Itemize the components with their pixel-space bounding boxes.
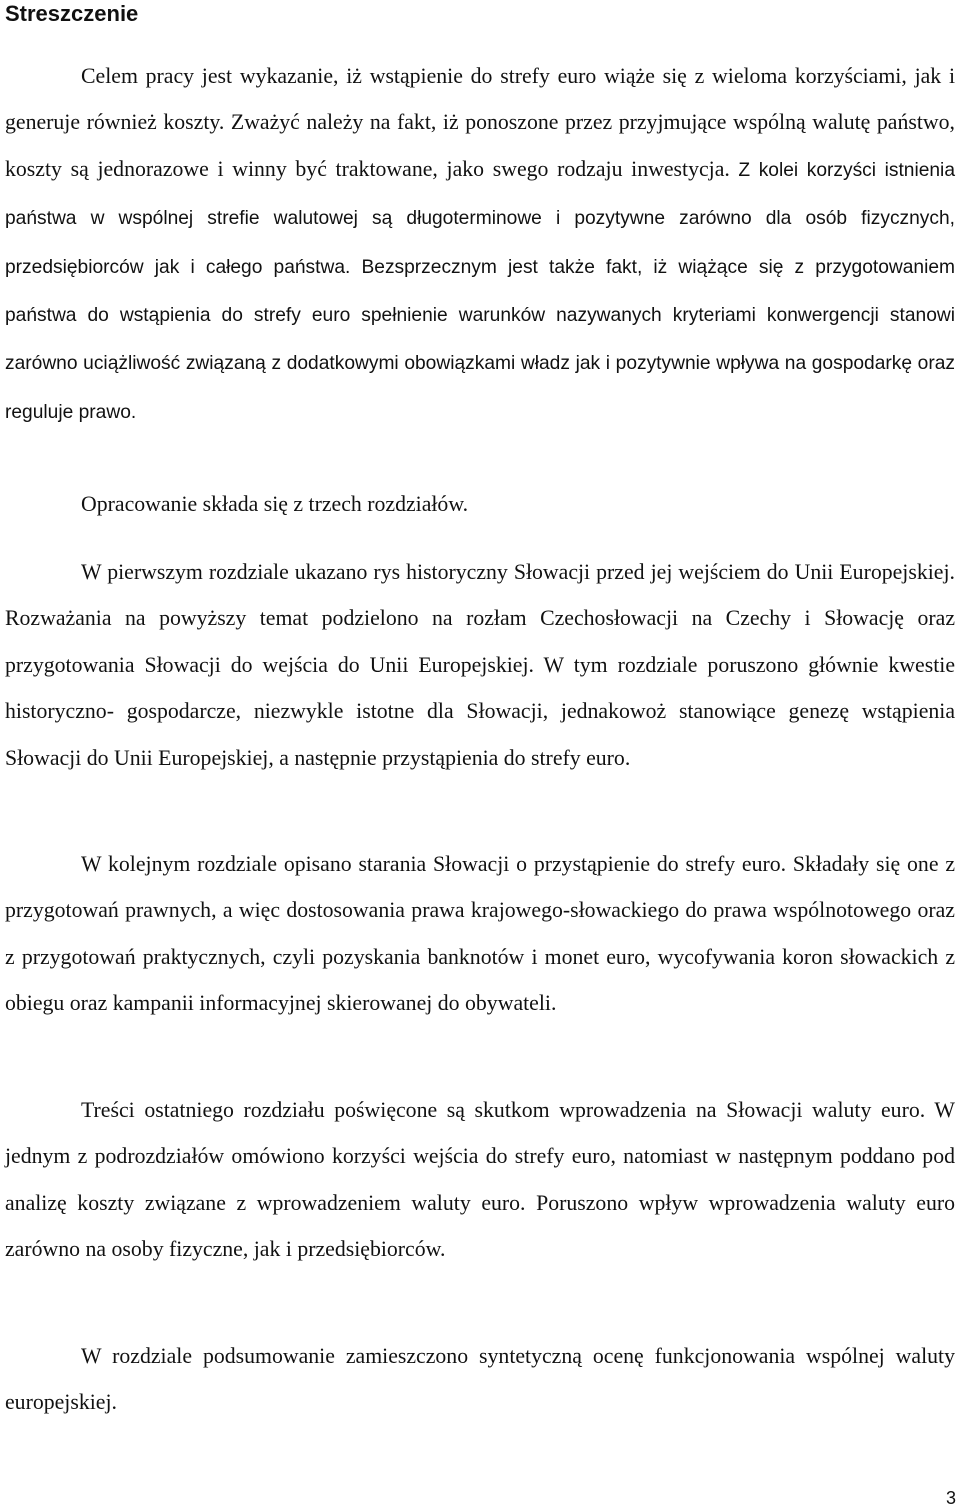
paragraph-chapter-three: Treści ostatniego rozdziału poświęcone są skutkom wprowadzenia na Słowacji waluty euro. W jednym z podrozdziałów omówiono korzyści wejścia do strefy euro, natomiast w następnym poddano pod analizę koszty związane z wprowadzeniem waluty euro. Poruszono wpływ wprowadzenia waluty euro zarówno na osoby fizyczne, jak i przedsiębiorców. — [5, 1098, 955, 1262]
paragraph-aim — [5, 53, 955, 436]
paragraph-chapter-two: W kolejnym rozdziale opisano starania Słowacji o przystąpienie do strefy euro. Składały się one z przygotowań prawnych, a więc dostosowania prawa krajowego-słowackiego do prawa wspólnotowego oraz z przygotowań praktycznych, czyli pozyskania banknotów i monet euro, wycofywania koron słowackich z obiegu oraz kampanii informacyjnej skierowanej do obywateli. — [5, 852, 955, 1016]
paragraph-summary: W rozdziale podsumowanie zamieszczono syntetyczną ocenę funkcjonowania wspólnej waluty europejskiej. — [5, 1344, 955, 1415]
page-title: Streszczenie — [5, 1, 139, 26]
page-number: 3 — [945, 1488, 956, 1508]
paragraph-aim-part-serif: Celem pracy jest wykazanie, iż wstąpienie do strefy euro wiąże się z wieloma korzyściami, jak i generuje również koszty. Zważyć należy na fakt, iż ponoszone przez przyjmujące wspólną walutę państwo, koszty są jednorazowe i winny być traktowane, jako swego rodzaju inwestycja. — [5, 64, 955, 181]
paragraph-aim-part-sans: Z kolei korzyści istnienia państwa w wspólnej strefie walutowej są długoterminowe i pozytywne zarówno dla osób fizycznych, przedsiębiorców jak i całego państwa. Bezsprzecznym jest także fakt, iż wiążące się z przygotowaniem państwa do wstąpienia do strefy euro spełnienie warunków nazywanych kryteriami konwergencji stanowi zarówno uciążliwość związaną z dodatkowymi obowiązkami władz jak i pozytywnie wpływa na gospodarkę oraz reguluje prawo. — [5, 159, 955, 423]
paragraph-structure: Opracowanie składa się z trzech rozdziałów. — [81, 492, 469, 516]
paragraph-chapter-one: W pierwszym rozdziale ukazano rys historyczny Słowacji przed jej wejściem do Unii Europejskiej. Rozważania na powyższy temat podzielono na rozłam Czechosłowacji na Czechy i Słowację oraz przygotowania Słowacji do wejścia do Unii Europejskiej. W tym rozdziale poruszono głównie kwestie historyczno- gospodarcze, niezwykle istotne dla Słowacji, jednakowoż stanowiące genezę wstąpienia Słowacji do Unii Europejskiej, a następnie przystąpienia do strefy euro. — [5, 560, 955, 770]
